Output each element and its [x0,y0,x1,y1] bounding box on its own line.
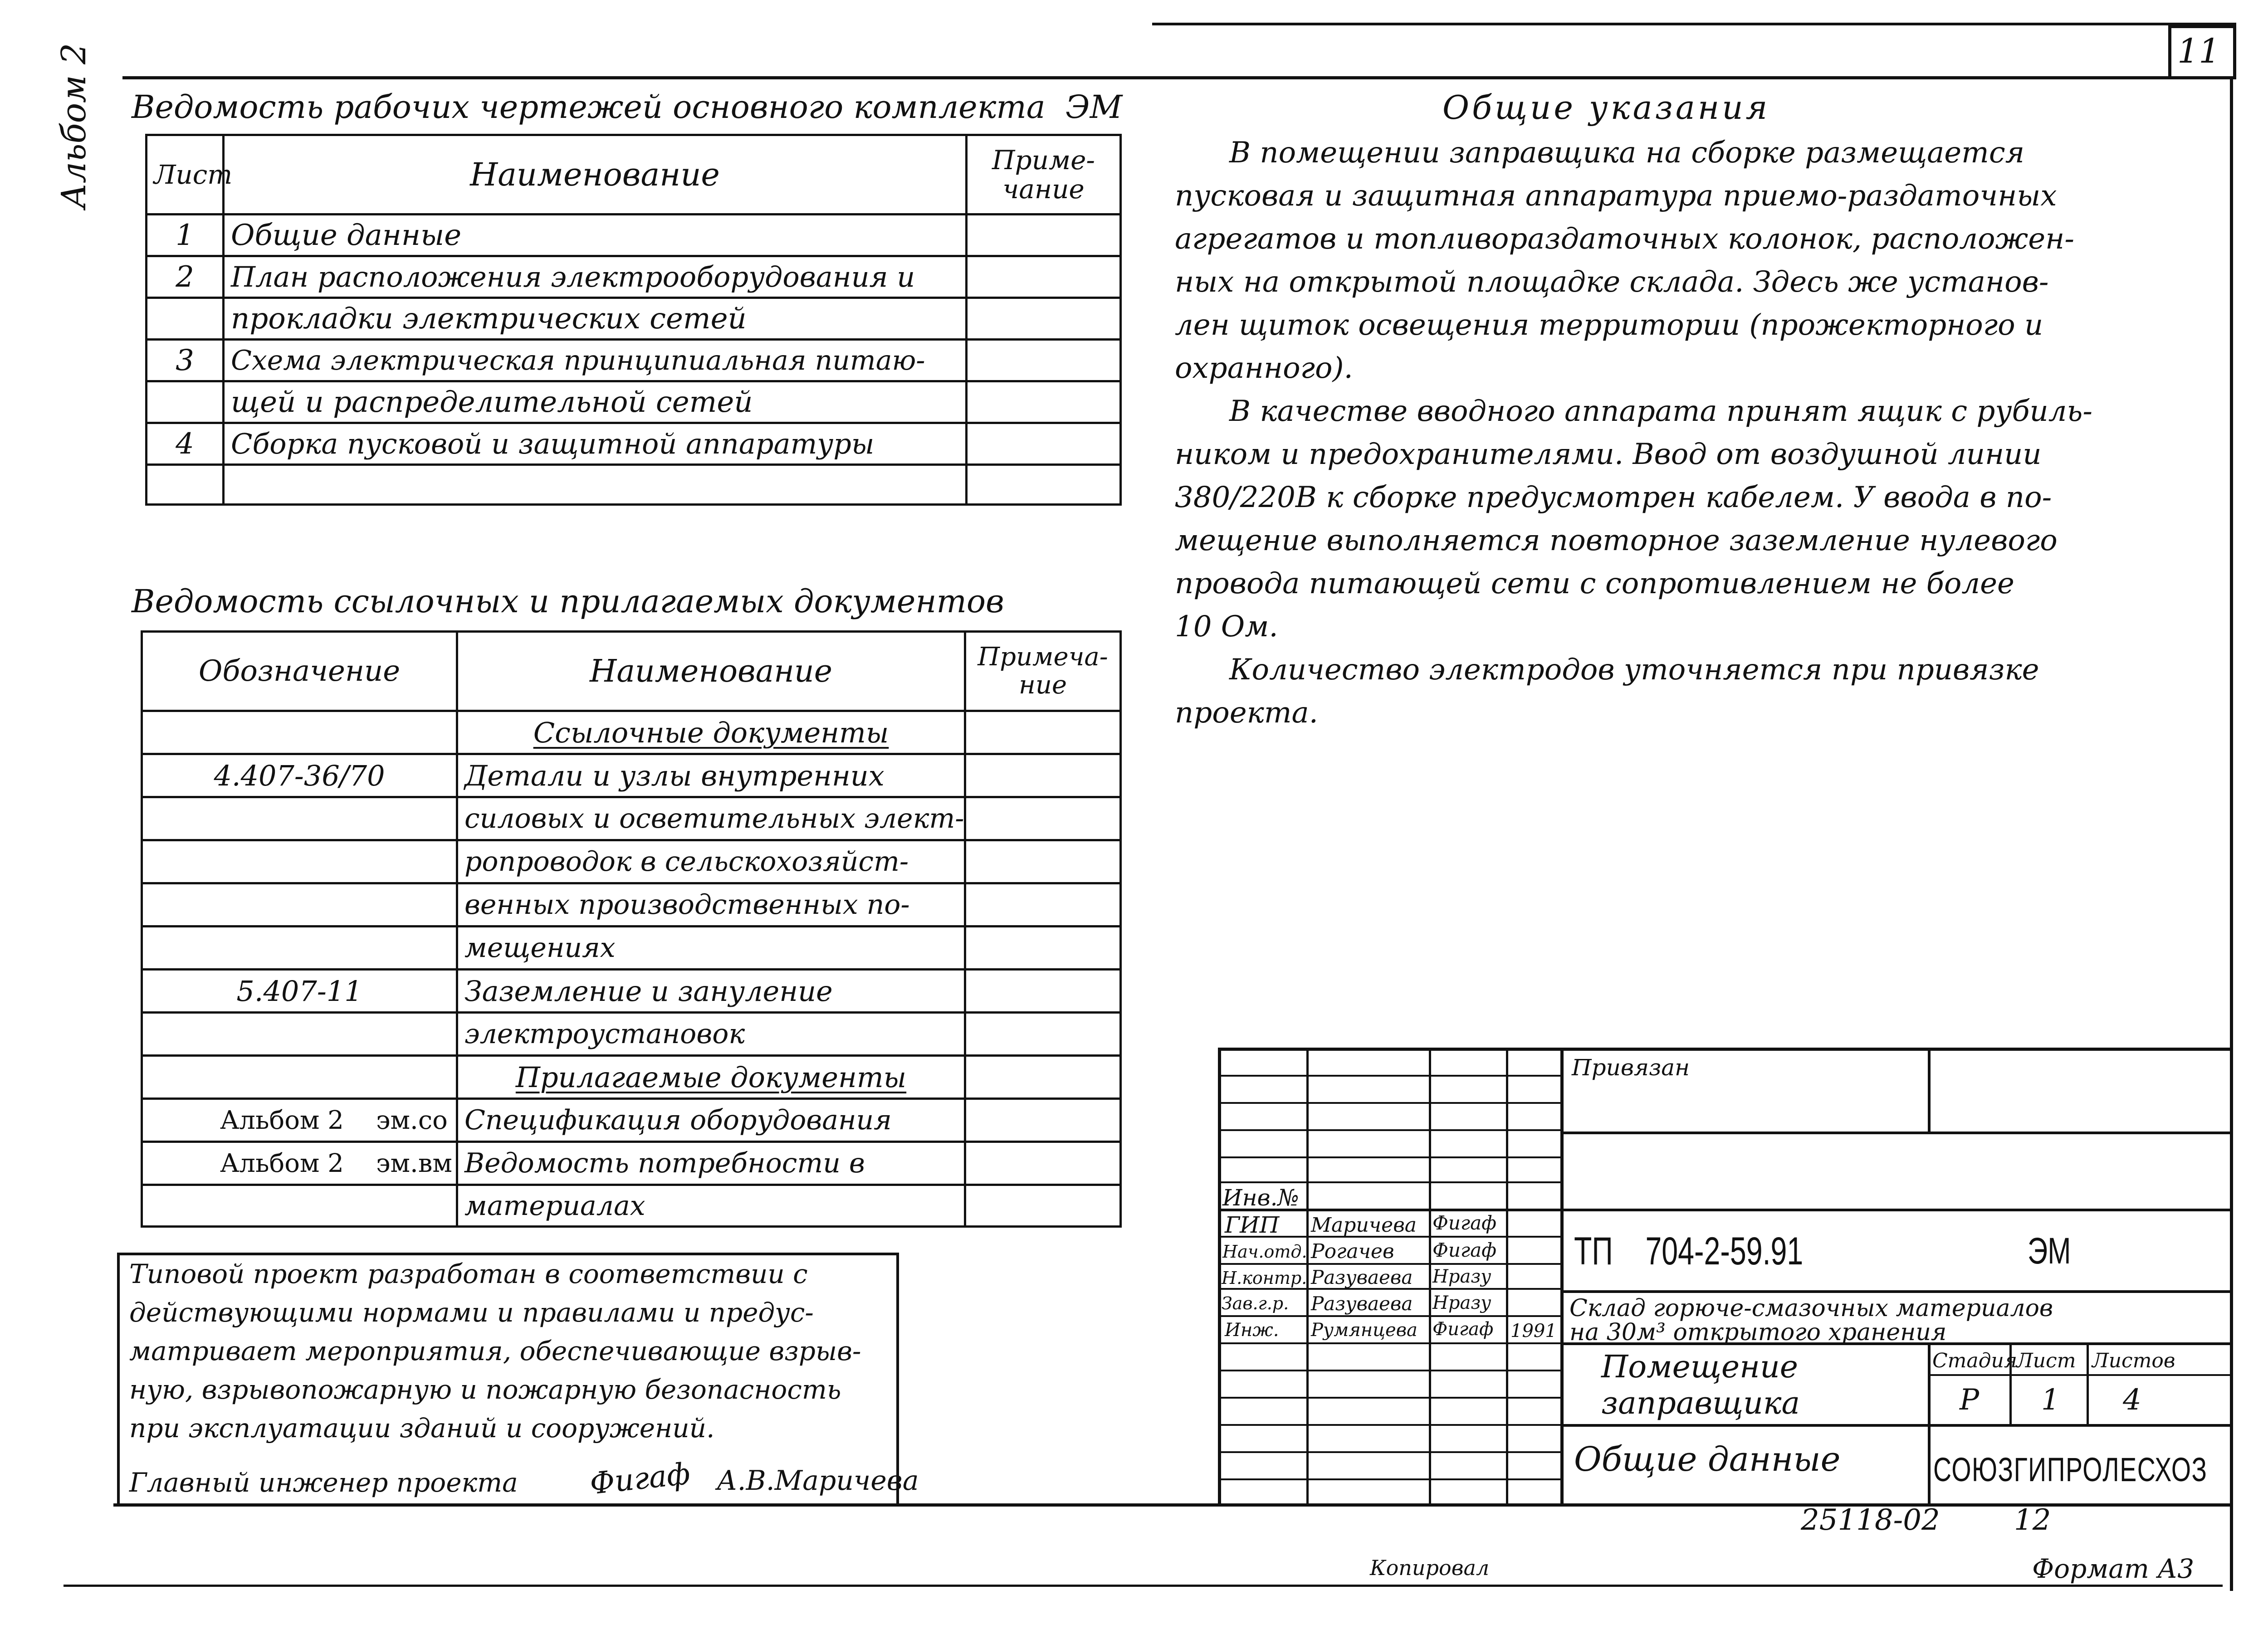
sheets-value: 4 [2123,1383,2141,1417]
row-line [1560,1132,2233,1134]
row-line [1218,1451,1560,1453]
sign-date: 1991 [1510,1321,1557,1341]
sheet-cell: 3 [147,340,224,381]
page-number: 11 [2177,32,2220,71]
row-line [1560,1290,2233,1293]
designation-cell [142,1185,457,1227]
sign-role: ГИП [1225,1212,1280,1238]
inv-no-label: Инв.№ [1222,1185,1299,1211]
note-cell [967,298,1121,340]
note-line: В помещении заправщика на сборке размещается [1229,136,2025,170]
note-line: охранного). [1175,351,1353,385]
designation-cell [142,927,457,970]
note-cell [967,423,1121,465]
table-row [147,381,1121,423]
table-row [142,970,1121,1013]
name-cell: ропроводок в сельскохозяйст- [457,840,965,883]
row-line [1218,1424,1560,1426]
row-line [1218,1209,2233,1211]
frame-top-line [122,76,2236,79]
note-cell [965,754,1121,797]
designation-cell [142,840,457,883]
table-row [142,1142,1121,1185]
top-border-line [1152,23,2236,25]
project-name-line-1: Склад горюче-смазочных материалов [1569,1295,2053,1322]
table-row [142,927,1121,970]
table-row [147,256,1121,298]
note-line: мещение выполняется повторное заземление нулевого [1175,524,2058,557]
note-cell [967,340,1121,381]
name-cell [224,465,967,505]
name-cell: силовых и осветительных элект- [457,797,965,840]
sign-name: Маричева [1311,1214,1417,1237]
sign-mark: Фигаф [1432,1239,1497,1261]
sign-name: Разуваева [1311,1293,1413,1315]
project-code: ТП 704-2-59.91 [1574,1229,1804,1273]
name-cell: прокладки электрических сетей [224,298,967,340]
note-line: В качестве вводного аппарата принят ящик с рубиль- [1229,395,2092,428]
designation-cell [142,711,457,754]
note-line: Количество электродов уточняется при привязке [1229,653,2039,687]
row-line [1928,1374,2233,1376]
sign-mark: Фигаф [1432,1319,1494,1340]
table-row [147,215,1121,256]
note-line: лен щиток освещения территории (прожекторного и [1175,308,2043,342]
sign-role: Инж. [1225,1320,1279,1341]
name-cell: Ведомость потребности в [457,1142,965,1185]
stage-value: Р [1960,1383,1980,1417]
album-side-label: Альбом 2 [54,43,93,209]
references-list-table [141,630,1122,1228]
note-cell [965,1185,1121,1227]
name-cell: Заземление и зануление [457,970,965,1013]
sign-role: Н.контр. [1222,1268,1307,1288]
row-line [1218,1315,1560,1317]
designation-cell: Альбом 2 эм.вм [142,1142,457,1185]
note-cell [967,381,1121,423]
table-row [142,840,1121,883]
organization-name: СОЮЗГИПРОЛЕСХОЗ [1933,1451,2208,1488]
sign-mark: Фигаф [1432,1212,1497,1234]
sign-name: Рогачев [1311,1240,1394,1263]
building-name-line-2: заправщика [1601,1385,1800,1421]
row-line [1560,1424,2233,1427]
header-note: Приме- чание [967,135,1121,215]
name-cell: Общие данные [224,215,967,256]
sheet-title: Общие данные [1574,1440,1841,1479]
note-cell [965,1056,1121,1099]
header-name: Наименование [224,135,967,215]
note-cell [967,215,1121,256]
name-cell: щей и распределительной сетей [224,381,967,423]
sign-name: Румянцева [1311,1320,1418,1341]
designation-cell [142,883,457,927]
table-row [142,711,1121,754]
chief-engineer-signature: Фигаф [588,1456,692,1502]
sheet-cell [147,381,224,423]
scan-edge-line [64,1585,2223,1587]
col-line [1506,1048,1508,1507]
chief-engineer-name: А.В.Маричева [717,1465,919,1497]
table-row [142,1185,1121,1227]
row-line [1218,1370,1560,1371]
table-row [142,1013,1121,1056]
archive-code: 25118-02 [1801,1503,1940,1537]
note-cell [965,1013,1121,1056]
building-name-line-1: Помещение [1601,1349,1798,1385]
paper-format: Формат А3 [2032,1553,2195,1584]
sheet-value: 1 [2041,1383,2060,1417]
note-line: агрегатов и топливораздаточных колонок, расположен- [1175,222,2074,256]
table-row [142,1056,1121,1099]
header-note: Примеча- ние [965,632,1121,711]
table-row [147,423,1121,465]
note-line: ных на открытой площадке склада. Здесь же установ- [1175,265,2049,299]
sheet-cell: 1 [147,215,224,256]
compliance-line: матривает мероприятия, обеспечивающие взрыв- [129,1336,861,1366]
attached-label: Привязан [1572,1054,1690,1081]
note-line: 10 Ом. [1175,610,1278,644]
sign-role: Зав.г.р. [1222,1293,1289,1313]
col-line [2087,1342,2089,1424]
copied-by: Копировал [1370,1556,1490,1580]
name-cell: мещениях [457,927,965,970]
title-block-divider [1560,1048,1564,1507]
row-line [1218,1102,1560,1104]
note-cell [967,256,1121,298]
sign-name: Разуваева [1311,1266,1413,1288]
sheet-cell [147,465,224,505]
name-cell: венных производственных по- [457,883,965,927]
designation-cell: 5.407-11 [142,970,457,1013]
row-line [1218,1397,1560,1399]
header-name: Наименование [457,632,965,711]
table-row [147,298,1121,340]
col-line [1429,1048,1431,1507]
designation-cell: 4.407-36/70 [142,754,457,797]
designation-cell [142,1056,457,1099]
note-line: 380/220В к сборке предусмотрен кабелем. У ввода в по- [1175,481,2052,514]
sign-role: Нач.отд. [1222,1242,1307,1262]
drawings-list-table [145,134,1122,506]
designation-cell [142,797,457,840]
table-row [142,797,1121,840]
name-cell: электроустановок [457,1013,965,1056]
references-list-title: Ведомость ссылочных и прилагаемых документов [132,583,1004,620]
note-line: ником и предохранителями. Ввод от воздушной линии [1175,438,2042,471]
note-line: пусковая и защитная аппаратура приемо-раздаточных [1175,179,2057,213]
note-cell [965,970,1121,1013]
header-sheet: Лист [147,135,224,215]
note-cell [965,711,1121,754]
section-heading-referenced: Ссылочные документы [457,711,965,754]
table-row [147,340,1121,381]
row-line [1218,1129,1560,1131]
note-cell [965,927,1121,970]
project-name-line-2: на 30м³ открытого хранения [1569,1319,1947,1346]
note-line: провода питающей сети с сопротивлением не более [1175,567,2014,600]
note-cell [965,1142,1121,1185]
sheet-label: Лист [2016,1349,2076,1372]
compliance-line: при эксплуатации зданий и сооружений. [129,1413,715,1444]
row-line [1218,1156,1560,1158]
compliance-line: действующими нормами и правилами и предус- [129,1297,814,1328]
note-cell [965,883,1121,927]
note-cell [965,1099,1121,1142]
stage-label: Стадия [1932,1349,2017,1372]
col-line [1928,1048,1931,1132]
name-cell: Спецификация оборудования [457,1099,965,1142]
row-line [1218,1263,1560,1265]
table-row [142,883,1121,927]
sheet-cell: 4 [147,423,224,465]
section-mark: ЭМ [2028,1230,2071,1272]
section-heading-attached: Прилагаемые документы [457,1056,965,1099]
name-cell: Сборка пусковой и защитной аппаратуры [224,423,967,465]
name-cell: материалах [457,1185,965,1227]
note-cell [965,797,1121,840]
designation-cell [142,1013,457,1056]
row-line [1218,1342,1560,1344]
header-designation: Обозначение [142,632,457,711]
row-line [1218,1478,1560,1480]
table-row [142,1099,1121,1142]
col-line [1928,1342,1931,1507]
note-cell [967,465,1121,505]
table-row [147,465,1121,505]
designation-cell: Альбом 2 эм.со [142,1099,457,1142]
archive-page: 12 [2014,1503,2051,1537]
table-row [142,754,1121,797]
row-line [1218,1181,1560,1183]
sheet-cell: 2 [147,256,224,298]
sheets-label: Листов [2092,1349,2175,1372]
sheet-cell [147,298,224,340]
drawings-list-title: Ведомость рабочих чертежей основного комплекта ЭМ [132,88,1123,126]
name-cell: Схема электрическая принципиальная питаю- [224,340,967,381]
compliance-line: Типовой проект разработан в соответствии с [129,1258,808,1289]
chief-engineer-role: Главный инженер проекта [129,1467,518,1498]
note-cell [965,840,1121,883]
sign-mark: Hразу [1432,1266,1491,1287]
note-line: проекта. [1175,696,1318,730]
name-cell: Детали и узлы внутренних [457,754,965,797]
row-line [1218,1075,1560,1077]
sign-mark: Hразу [1432,1293,1491,1313]
name-cell: План расположения электрооборудования и [224,256,967,298]
compliance-line: ную, взрывопожарную и пожарную безопасность [129,1374,841,1405]
general-notes-title: Общие указания [1442,88,1770,127]
